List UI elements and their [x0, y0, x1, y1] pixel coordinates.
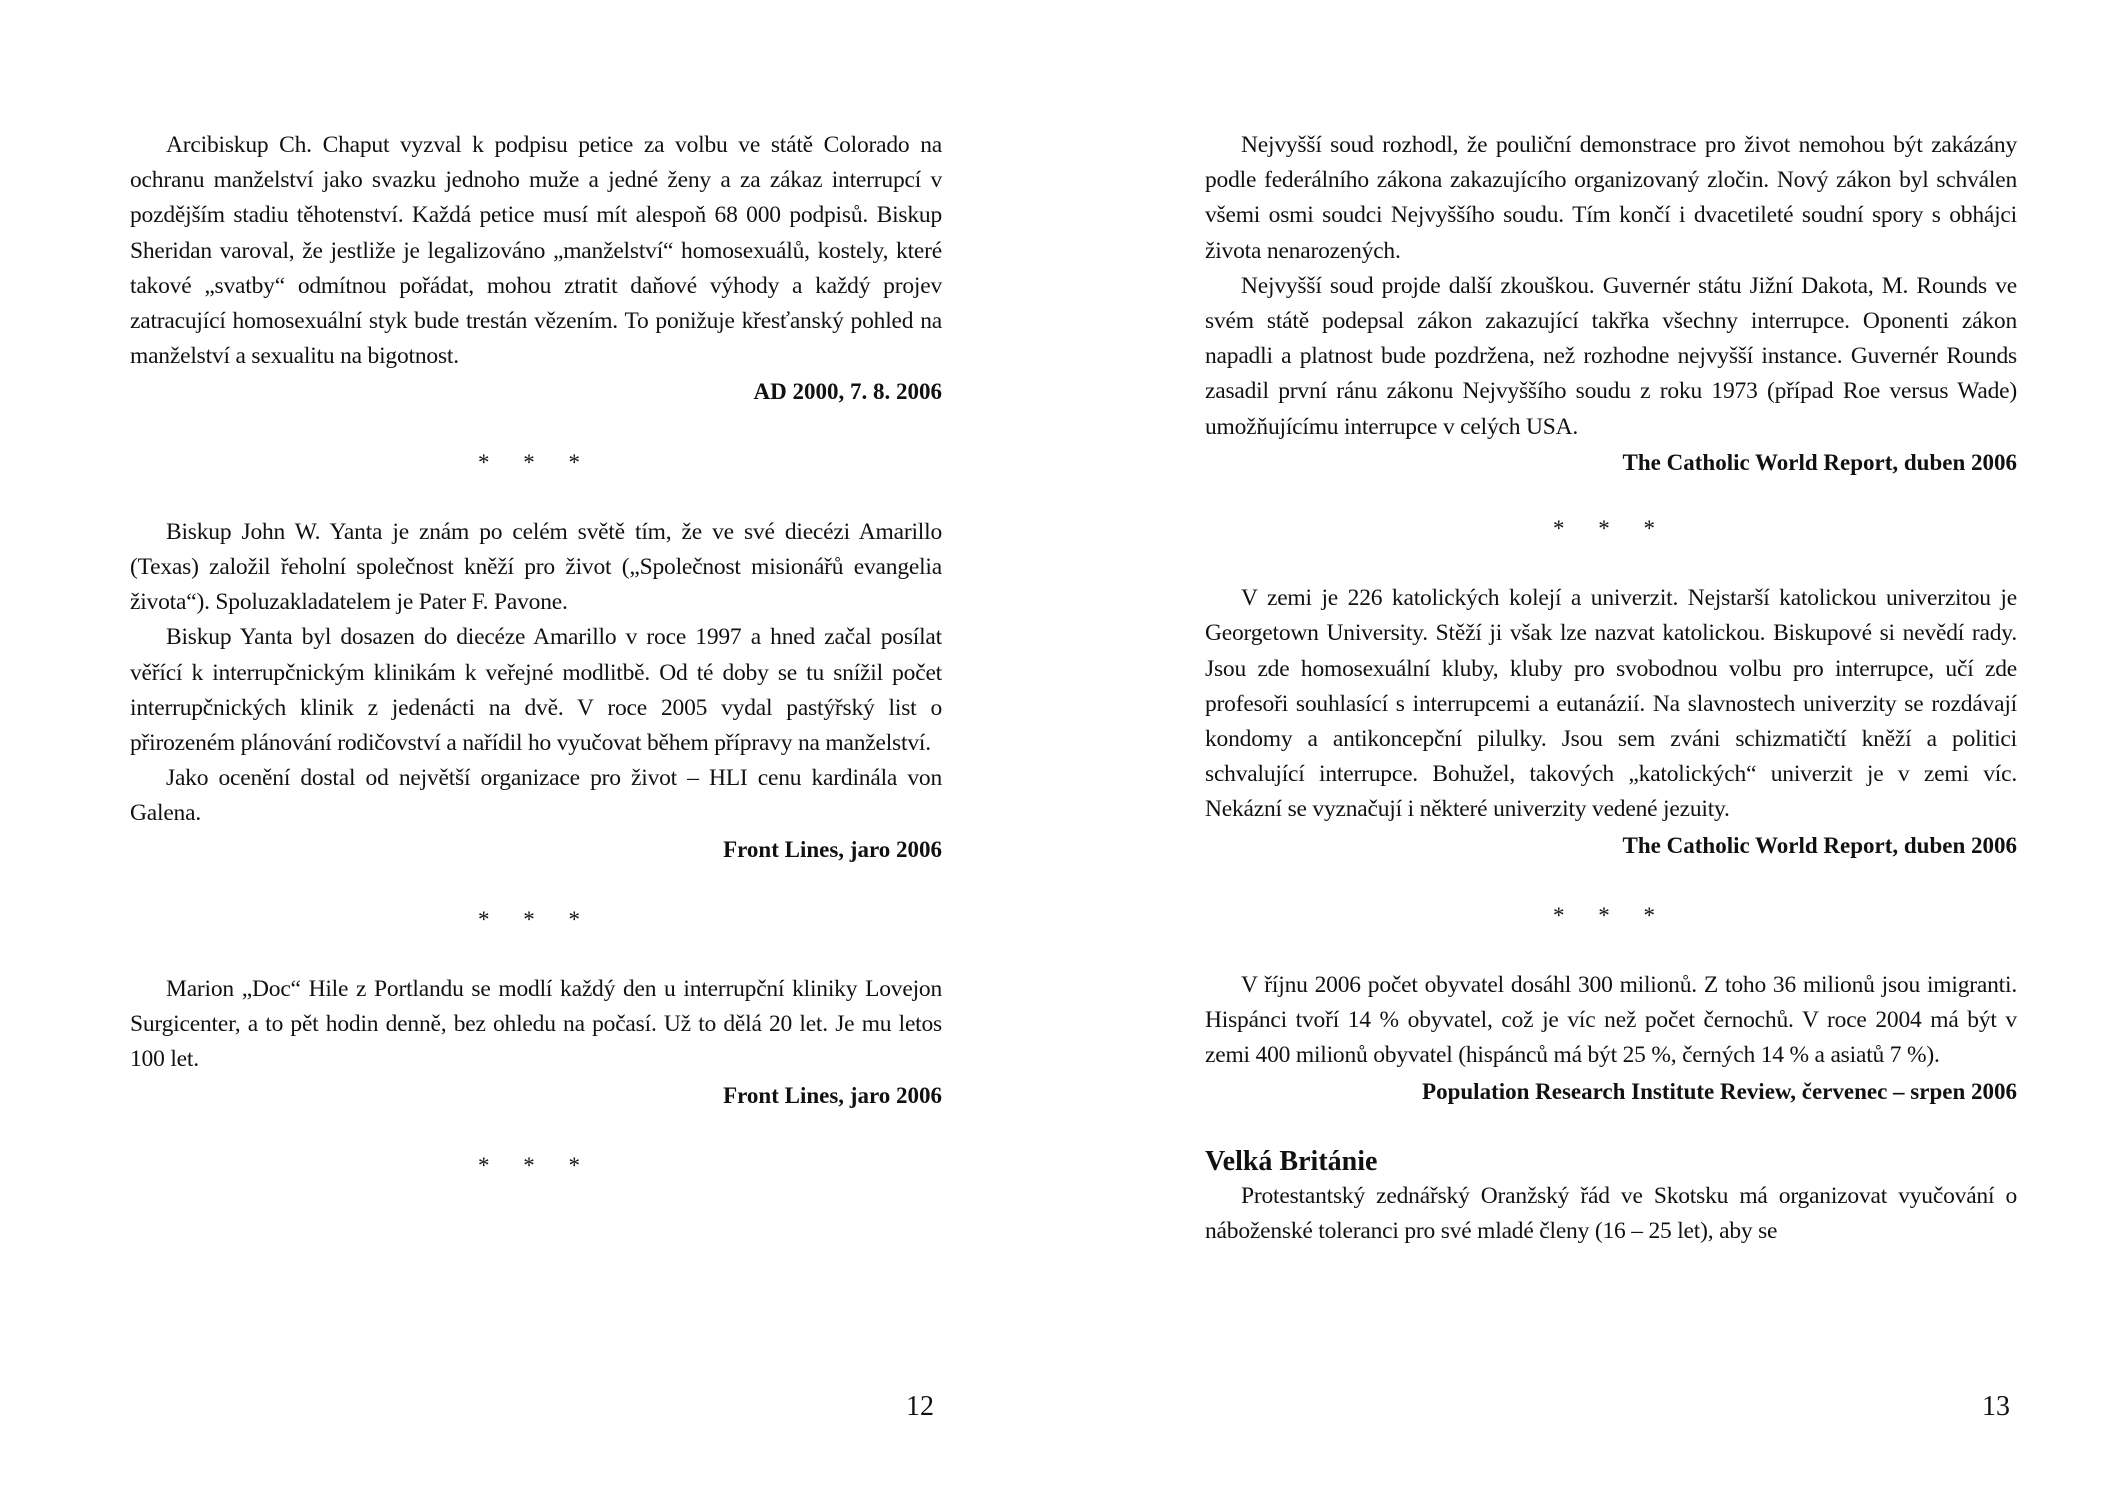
section-separator: * * * — [1553, 902, 1669, 928]
section-separator: * * * — [1553, 516, 1669, 542]
spacer — [130, 937, 942, 972]
spacer — [1205, 546, 2017, 581]
page-number: 12 — [906, 1391, 934, 1422]
spacer — [130, 480, 942, 515]
article-source: Population Research Institute Review, červenec – srpen 2006 — [1422, 1078, 2017, 1104]
spacer — [130, 1113, 942, 1148]
article-source: The Catholic World Report, duben 2006 — [1622, 832, 2017, 858]
section-separator: * * * — [478, 1152, 594, 1178]
article-paragraph: Jako ocenění dostal od největší organizace pro život – HLI cenu kardinála von Galena. — [130, 765, 942, 827]
spacer — [130, 410, 942, 445]
section-separator: * * * — [478, 906, 594, 932]
article-source: AD 2000, 7. 8. 2006 — [753, 379, 942, 405]
spacer — [1205, 863, 2017, 898]
spacer — [1205, 933, 2017, 968]
section-heading: Velká Británie — [1205, 1145, 1378, 1177]
left-text-column — [130, 128, 942, 1183]
article-source: Front Lines, jaro 2006 — [723, 1082, 942, 1108]
article-source: Front Lines, jaro 2006 — [723, 836, 942, 862]
article-paragraph: Nejvyšší soud projde další zkouškou. Guvernér státu Jižní Dakota, M. Rounds ve svém státě podepsal zákon zakazující takřka všechny interrupce. Oponenti zákon napadli a platnost bude pozdržena, než rozhodne nejvyšší instance. Guvernér Rounds zasadil první ránu zákonu Nejvyššího soudu z roku 1973 (případ Roe versus Wade) umožňujícímu interrupce v celých USA. — [1205, 272, 2017, 440]
page-number: 13 — [1982, 1391, 2010, 1422]
spacer — [1205, 1109, 2017, 1144]
article-paragraph: V zemi je 226 katolických kolejí a univerzit. Nejstarší katolickou univerzitou je Georgetown University. Stěží ji však lze nazvat katolickou. Biskupové si nevědí rady. Jsou zde homosexuální kluby, kluby pro svobodnou volbu pro interrupce, učí zde profesoři souhlasící s interrupcemi a eutanázií. Na slavnostech univerzity se rozdávají kondomy a antikoncepční pilulky. Jsou sem zváni schizmatičtí kněží a politici schvalující interrupce. Bohužel, takových „katolických“ univerzit je v zemi víc. Nekázní se vyznačují i některé univerzity vedené jezuity. — [1205, 585, 2017, 823]
article-paragraph: Arcibiskup Ch. Chaput vyzval k podpisu petice za volbu ve státě Colorado na ochranu manželství jako svazku jednoho muže a jedné ženy a za zákaz interrupcí v pozdějším stadiu těhotenství. Každá petice musí mít alespoň 68 000 podpisů. Biskup Sheridan varoval, že jestliže je legalizováno „manželství“ homosexuálů, kostely, které takové „svatby“ odmítnou pořádat, mohou ztratit daňové výhody a každý projev zatracující homosexuální styk bude trestán vězením. To ponižuje křesťanský pohled na manželství a sexualitu na bigotnost. — [130, 132, 942, 370]
section-separator: * * * — [478, 449, 594, 475]
right-page — [1059, 0, 2118, 1500]
spacer — [1205, 480, 2017, 511]
article-paragraph: Nejvyšší soud rozhodl, že pouliční demonstrace pro život nemohou být zakázány podle federálního zákona zakazujícího organizovaný zločin. Nový zákon byl schválen všemi osmi soudci Nejvyššího soudu. Tím končí i dvacetileté soudní spory s obhájci života nenarozených. — [1205, 132, 2017, 264]
spacer — [130, 867, 942, 902]
right-text-column — [1205, 128, 2017, 1249]
article-paragraph: Protestantský zednářský Oranžský řád ve Skotsku má organizovat vyučování o náboženské toleranci pro své mladé členy (16 – 25 let), aby se — [1205, 1182, 2017, 1245]
article-paragraph: V říjnu 2006 počet obyvatel dosáhl 300 milionů. Z toho 36 milionů jsou imigranti. Hispánci tvoří 14 % obyvatel, což je víc než počet černochů. V roce 2004 má být v zemi 400 milionů obyvatel (hispánců má být 25 %, černých 14 % a asiatů 7 %). — [1205, 972, 2017, 1069]
article-paragraph: Biskup Yanta byl dosazen do diecéze Amarillo v roce 1997 a hned začal posílat věřící k interrupčnickým klinikám k veřejné modlitbě. Od té doby se tu snížil počet interrupčnických klinik z jedenácti na dvě. V roce 2005 vydal pastýřský list o přirozeném plánování rodičovství a nařídil ho vyučovat během přípravy na manželství. — [130, 624, 942, 757]
article-paragraph: Marion „Doc“ Hile z Portlandu se modlí každý den u interrupční kliniky Lovejon Surgicenter, a to pět hodin denně, bez ohledu na počasí. Už to dělá 20 let. Je mu letos 100 let. — [130, 976, 942, 1073]
article-paragraph: Biskup John W. Yanta je znám po celém světě tím, že ve své diecézi Amarillo (Texas) založil řeholní společnost kněží pro život („Společnost misionářů evangelia života“). Spoluzakladatelem je Pater F. Pavone. — [130, 518, 942, 616]
article-source: The Catholic World Report, duben 2006 — [1622, 449, 2017, 475]
